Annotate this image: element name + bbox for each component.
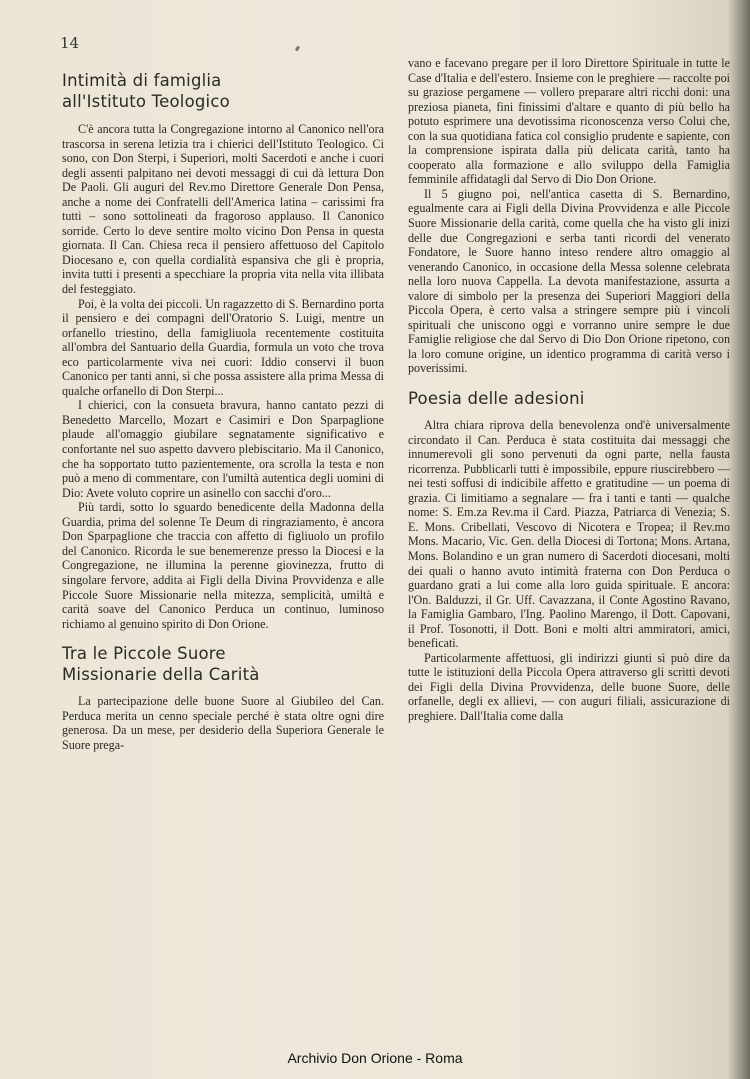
paragraph: C'è ancora tutta la Congregazione intorno al Canonico nell'ora trascorsa in serena letizia tra i chierici dell'Istituto Teologico. Ci sono, con Don Sterpi, i Superiori, molti Sacerdoti e anche i cuori degli assenti palpitano nei devoti messaggi di cui dà lettura Don De Paoli. Gli auguri del Rev.mo Direttore Generale Don Pensa, anche a nome dei Confratelli dell'America latina – carissimi fra tutti – sono sottolineati da fragoroso applauso. Il Canonico sorride. Certo lo deve sentire molto vicino Don Pensa in questa giornata. Il Can. Chiesa reca il pensiero affettuoso del Capitolo Diocesano e, con quella cordialità espansiva che gli è propria, invita tutti i presenti a specchiare la propria vita nella vita illibata del festeggiato. xyxy=(62,122,384,297)
paragraph: Il 5 giugno poi, nell'antica casetta di S. Bernardino, egualmente cara ai Figli della Divina Provvidenza e alle Piccole Suore Missionarie della carità, come quella che ha visto gli inizi delle due Congregazioni e serba tanti ricordi del venerato Fondatore, le Suore hanno inteso rendere altro omaggio al venerando Canonico, in occasione della Messa solenne celebrata nella loro nuova Cappella. La devota manifestazione, assurta a valore di simbolo per la presenza dei Superiori Maggiori della Piccola Opera, è certo valsa a stringere sempre più i vincoli spirituali che uniscono oggi e vorranno unire sempre le due Famiglie religiose che dal Servo di Dio Don Orione ripetono, con la loro comune origine, un identico programma di carità verso i poverissimi. xyxy=(408,186,730,376)
section-heading-intimita xyxy=(62,70,384,112)
page-number: 14 xyxy=(60,34,80,52)
section-heading-piccole-suore xyxy=(62,643,384,685)
paragraph: Particolarmente affettuosi, gli indirizzi giunti sì può dire da tutte le istituzioni della Piccola Opera attraverso gli scritti devoti dei Figli della Divina Provvidenza, delle buone Suore, delle orfanelle, degli ex allievi, — con auguri filiali, assicurazione di preghiere. Dall'Italia come dalla xyxy=(408,650,730,723)
paragraph: La partecipazione delle buone Suore al Giubileo del Can. Perduca merita un cenno speciale perché è stata oltre ogni dire generosa. Da un mese, per desiderio della Superiora Generale le Suore prega- xyxy=(62,694,384,752)
ink-mark xyxy=(295,46,300,52)
paragraph: Altra chiara riprova della benevolenza ond'è universalmente circondato il Can. Perduca è stata costituita dai messaggi che innumerevoli gli sono pervenuti da ogni parte, nella fausta ricorrenza. Pubblicarli tutti è impossibile, eppure riuscirebbero — nei testi soffusi di indicibile affetto e gratitudine — un poema di grazia. Ci limitiamo a segnalare — fra i tanti e tanti — qualche nome: S. Em.za Rev.ma il Card. Piazza, Patriarca di Venezia; S. E. Mons. Cribellati, Vescovo di Nicotera e Tropea; il Rev.mo Mons. Macario, Vic. Gen. della Diocesi di Tortona; Mons. Artana, Mons. Bolandino e un gran numero di Sacerdoti diocesani, molti dei quali o hanno avuto intimità fraterna con Don Perduca o guardano grati a lui come alla loro guida spirituale. E ancora: l'On. Balduzzi, il Gr. Uff. Cavazzana, il Conte Agostino Ravano, la Famiglia Gambaro, l'Ing. Paolino Marengo, il Dott. Capovani, il Prof. Tosonotti, il Dott. Boni e molti altri ammiratori, amici, beneficati. xyxy=(408,418,730,651)
heading-line: Tra le Piccole Suore xyxy=(62,644,226,664)
left-column xyxy=(62,58,384,752)
heading-line: Poesia delle adesioni xyxy=(408,389,585,409)
section-heading-poesia xyxy=(408,388,730,409)
heading-line: Missionarie della Carità xyxy=(62,665,260,685)
right-column xyxy=(408,56,730,724)
heading-line: Intimità di famiglia xyxy=(62,71,222,90)
paragraph: I chierici, con la consueta bravura, hanno cantato pezzi di Benedetto Marcello, Mozart e Casimiri e Don Sparpaglione plaude all'omaggio giubilare segnatamente significativo e confortante nel suo aspetto davvero plebiscitario. Ma il Canonico, che ha sopportato tutto pazientemente, ora scrolla la testa e non può a meno di commentare, con l'umiltà autentica degli uomini di Dio: Avete voluto coprire un asinello con sacchi d'oro... xyxy=(62,398,384,500)
heading-line: all'Istituto Teologico xyxy=(62,92,230,111)
archive-footer: Archivio Don Orione - Roma xyxy=(287,1050,463,1066)
paragraph: Poi, è la volta dei piccoli. Un ragazzetto di S. Bernardino porta il pensiero e dei compagni dell'Oratorio S. Luigi, mentre un orfanello triestino, della famigliuola recentemente costituita all'ombra del Santuario della Guardia, formula un voto che trova eco particolarmente viva nei cuori: Iddio conservi il buon Canonico per tanti anni, sì che possa assistere alla prima Messa di qualche orfanello di Don Sterpi... xyxy=(62,296,384,398)
paragraph-continuation: vano e facevano pregare per il loro Direttore Spirituale in tutte le Case d'Italia e dell'estero. Insieme con le preghiere — raccolte poi su graziose pergamene — vollero preparare altri ricchi doni: una preziosa pianeta, fini finissimi d'altare e quanto di più bello ha potuto esprimere una devotissima riconoscenza verso Colui che, con la sua quotidiana fatica col consiglio prudente e sapiente, con la comprensione ispirata dalla più delicata carità, tanto ha cooperato alla formazione e allo sviluppo della Famiglia femminile affidatagli dal Servo di Dio Don Orione. xyxy=(408,56,730,187)
paragraph: Più tardi, sotto lo sguardo benedicente della Madonna della Guardia, prima del solenne Te Deum di ringraziamento, è ancora Don Sparpaglione che traccia con affetto di figliuolo un profilo del Canonico. Ricorda le sue benemerenze presso la Diocesi e la Congregazione, ne illumina la perenne giovinezza, frutto di singolare fervore, addita ai Figli della Divina Provvidenza e alle Piccole Suore Missionarie nella mitezza, semplicità, umiltà e carità soave del Canonico Perduca un continuo, luminoso richiamo al genuino spirito di Don Orione. xyxy=(62,500,384,631)
